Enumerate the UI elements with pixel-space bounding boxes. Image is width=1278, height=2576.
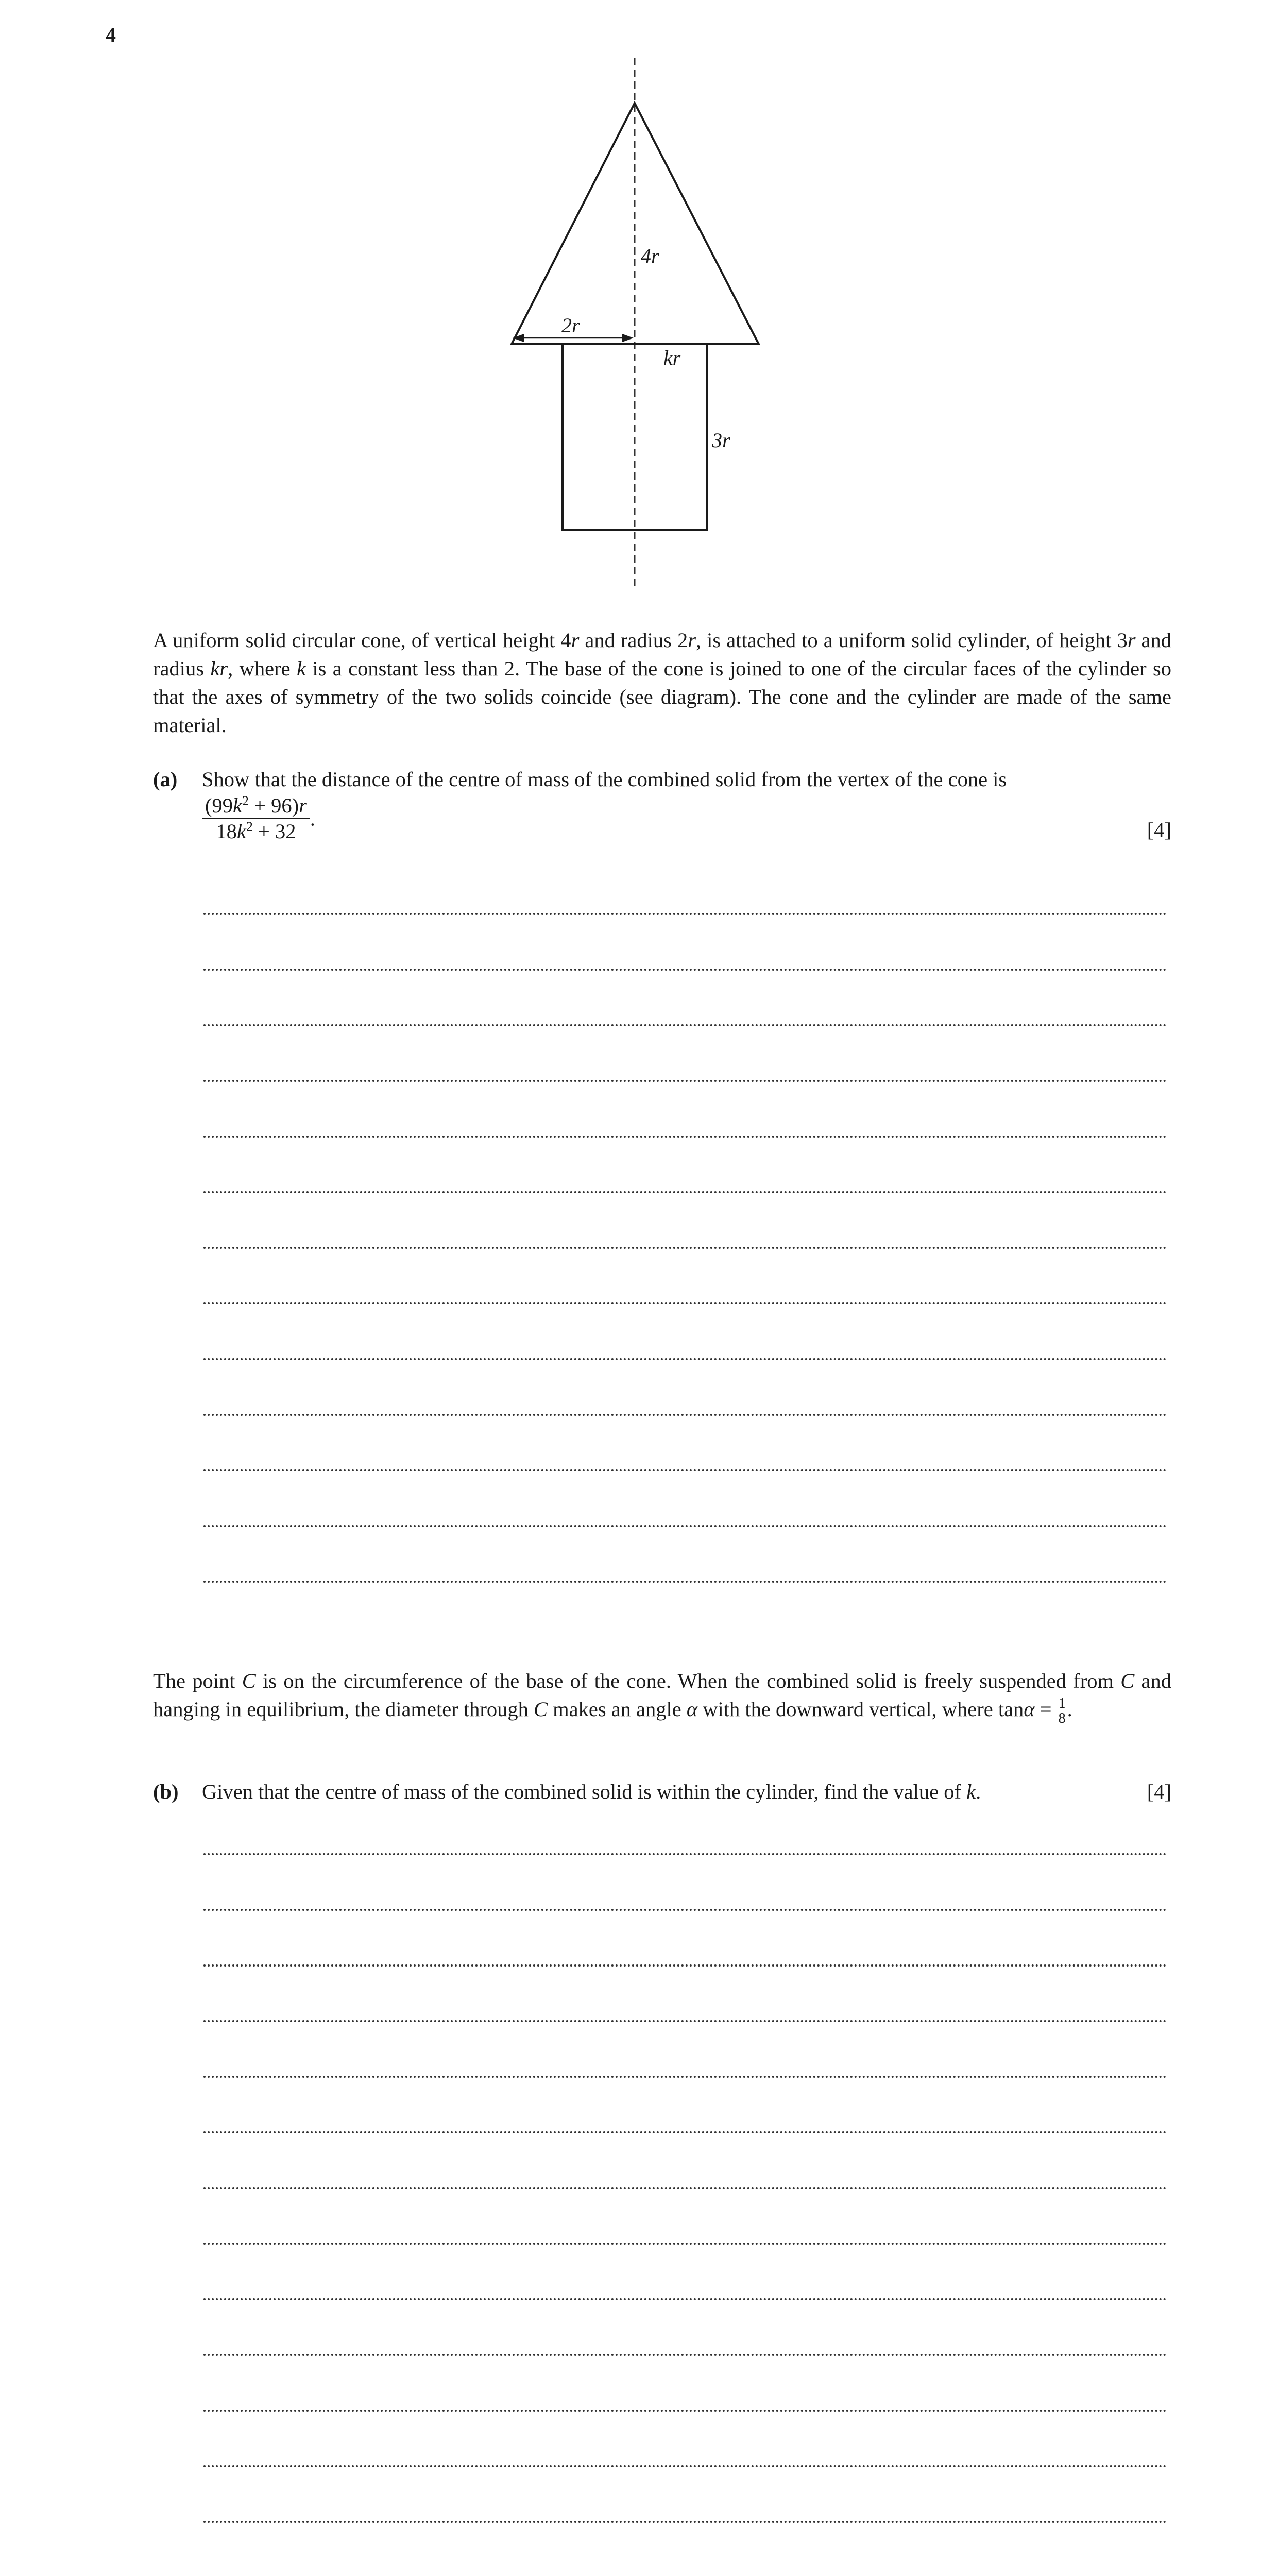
part-a-text: Show that the distance of the centre of mass of the combined solid from the vertex of the cone is (202, 768, 1007, 791)
arrowhead-right (622, 334, 634, 342)
answer-line[interactable] (203, 1414, 1167, 1416)
answer-line[interactable] (203, 2131, 1167, 2133)
answer-line[interactable] (203, 1581, 1167, 1583)
answer-line[interactable] (203, 1358, 1167, 1360)
label-cylinder-height: 3r (712, 429, 730, 452)
answer-line[interactable] (203, 2020, 1167, 2022)
answer-line[interactable] (203, 1136, 1167, 1138)
answer-line[interactable] (203, 2243, 1167, 2245)
question-middle: The point C is on the circumference of the base of the cone. When the combined solid is freely suspended from C and hanging in equilibrium, the diameter through C makes an angle α with the downward vertical, where tanα = $\frac{1}{8}$ . (153, 1669, 1171, 1727)
part-a-label: (a) (153, 768, 178, 791)
label-cone-height: 4r (641, 244, 659, 267)
part-a-fraction: $\frac{(99k^2 + 96)r}{18k^2 + 32}$ . (202, 793, 315, 844)
label-cone-radius: 2r (561, 314, 580, 337)
tan-fraction: $\frac{1}{8}$ (1057, 1697, 1067, 1726)
answer-line[interactable] (203, 1469, 1167, 1471)
answer-line[interactable] (203, 2354, 1167, 2356)
answer-line[interactable] (203, 1247, 1167, 1249)
label-cylinder-radius: kr (663, 346, 681, 369)
answer-line[interactable] (203, 1525, 1167, 1527)
answer-line[interactable] (203, 2298, 1167, 2300)
answer-line[interactable] (203, 1024, 1167, 1026)
answer-line[interactable] (203, 2465, 1167, 2467)
answer-line[interactable] (203, 913, 1167, 915)
fraction-denominator: $18k^2 + 32$ (216, 819, 296, 843)
answer-line[interactable] (203, 2521, 1167, 2523)
answer-line[interactable] (203, 2410, 1167, 2412)
answer-line[interactable] (203, 1191, 1167, 1193)
part-a-marks: [4] (1147, 818, 1171, 841)
question-intro: A uniform solid circular cone, of vertical height 4r and radius 2r, is attached to a uniform solid cylinder, of height 3r and radius kr, where k is a constant less than 2. The base of the cone is joined to one of the circular faces of the cylinder so that the axes of symmetry of the two solids coincide (see diagram). The cone and the cylinder are made of the same material. (153, 629, 1171, 737)
answer-line[interactable] (203, 1080, 1167, 1082)
part-a (153, 765, 1171, 858)
page-number: 4 (106, 23, 116, 46)
answer-line[interactable] (203, 1853, 1167, 1855)
answer-line[interactable] (203, 2187, 1167, 2189)
answer-line[interactable] (203, 2076, 1167, 2078)
part-b-marks: [4] (1147, 1780, 1171, 1803)
part-b-label: (b) (153, 1780, 179, 1803)
answer-line[interactable] (203, 1302, 1167, 1304)
cone-cylinder-diagram (0, 0, 1278, 598)
answer-line[interactable] (203, 969, 1167, 971)
part-b (153, 1777, 1171, 1808)
fraction-numerator: $(99k^2 + 96)r$ (202, 793, 310, 819)
answer-line[interactable] (203, 1909, 1167, 1911)
part-b-text: Given that the centre of mass of the combined solid is within the cylinder, find the value of k. (202, 1780, 981, 1803)
answer-line[interactable] (203, 1964, 1167, 1967)
